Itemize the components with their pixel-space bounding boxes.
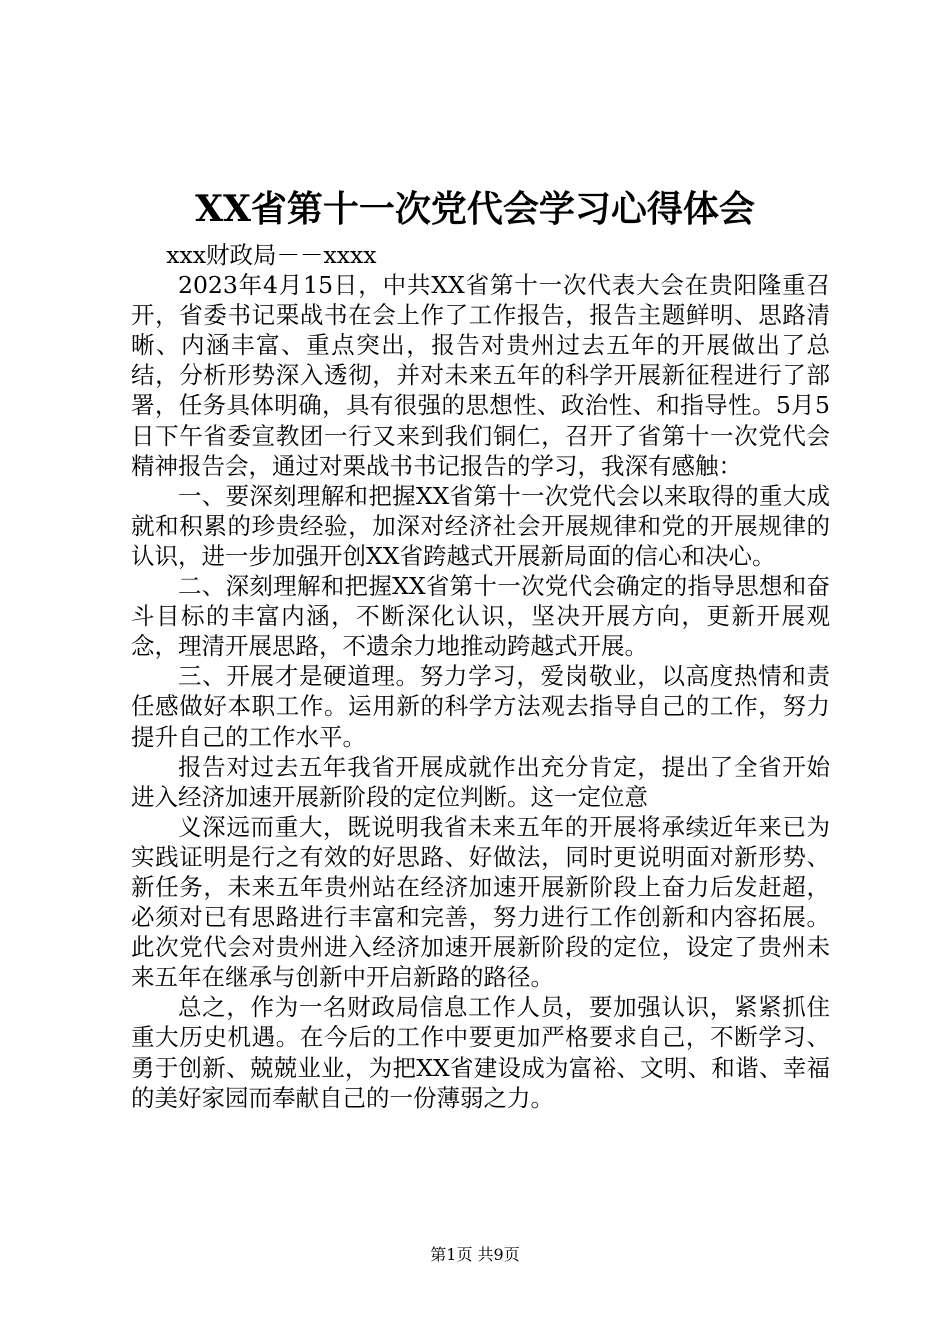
page-number-footer: 第1页 共9页 — [430, 1245, 520, 1264]
paragraph: 总之，作为一名财政局信息工作人员，要加强认识，紧紧抓住重大历史机遇。在今后的工作中要更加严格要求自己，不断学习、勇于创新、兢兢业业，为把XX省建设成为富裕、文明、和谐、幸福的美好家园而奉献自己的一份薄弱之力。 — [131, 993, 830, 1112]
paragraph: 二、深刻理解和把握XX省第十一次党代会确定的指导思想和奋斗目标的丰富内涵，不断深化认识，坚决开展方向，更新开展观念，理清开展思路，不遗余力地推动跨越式开展。 — [131, 572, 830, 661]
paragraph: 三、开展才是硬道理。努力学习，爱岗敬业，以高度热情和责任感做好本职工作。运用新的科学方法观去指导自己的工作，努力提升自己的工作水平。 — [131, 662, 830, 751]
paragraph: 2023年4月15日，中共XX省第十一次代表大会在贵阳隆重召开，省委书记栗战书在会上作了工作报告，报告主题鲜明、思路清晰、内涵丰富、重点突出，报告对贵州过去五年的开展做出了总结，分析形势深入透彻，并对未来五年的科学开展新征程进行了部署，任务具体明确，具有很强的思想性、政治性、和指导性。5月5日下午省委宣教团一行又来到我们铜仁，召开了省第十一次党代会精神报告会，通过对栗战书书记报告的学习，我深有感触： — [131, 271, 830, 480]
author-line: xxx财政局－－xxxx — [166, 241, 377, 269]
paragraph: 报告对过去五年我省开展成就作出充分肯定，提出了全省开始进入经济加速开展新阶段的定位判断。这一定位意 — [131, 752, 830, 811]
paragraph: 义深远而重大，既说明我省未来五年的开展将承续近年来已为实践证明是行之有效的好思路、好做法，同时更说明面对新形势、新任务，未来五年贵州站在经济加速开展新阶段上奋力后发赶超，必须对已有思路进行丰富和完善，努力进行工作创新和内容拓展。此次党代会对贵州进入经济加速开展新阶段的定位，设定了贵州未来五年在继承与创新中开启新路的路径。 — [131, 812, 830, 992]
document-body — [131, 240, 830, 1113]
paragraph: 一、要深刻理解和把握XX省第十一次党代会以来取得的重大成就和积累的珍贵经验，加深对经济社会开展规律和党的开展规律的认识，进一步加强开创XX省跨越式开展新局面的信心和决心。 — [131, 481, 830, 570]
document-title: XX省第十一次党代会学习心得体会 — [195, 188, 755, 230]
